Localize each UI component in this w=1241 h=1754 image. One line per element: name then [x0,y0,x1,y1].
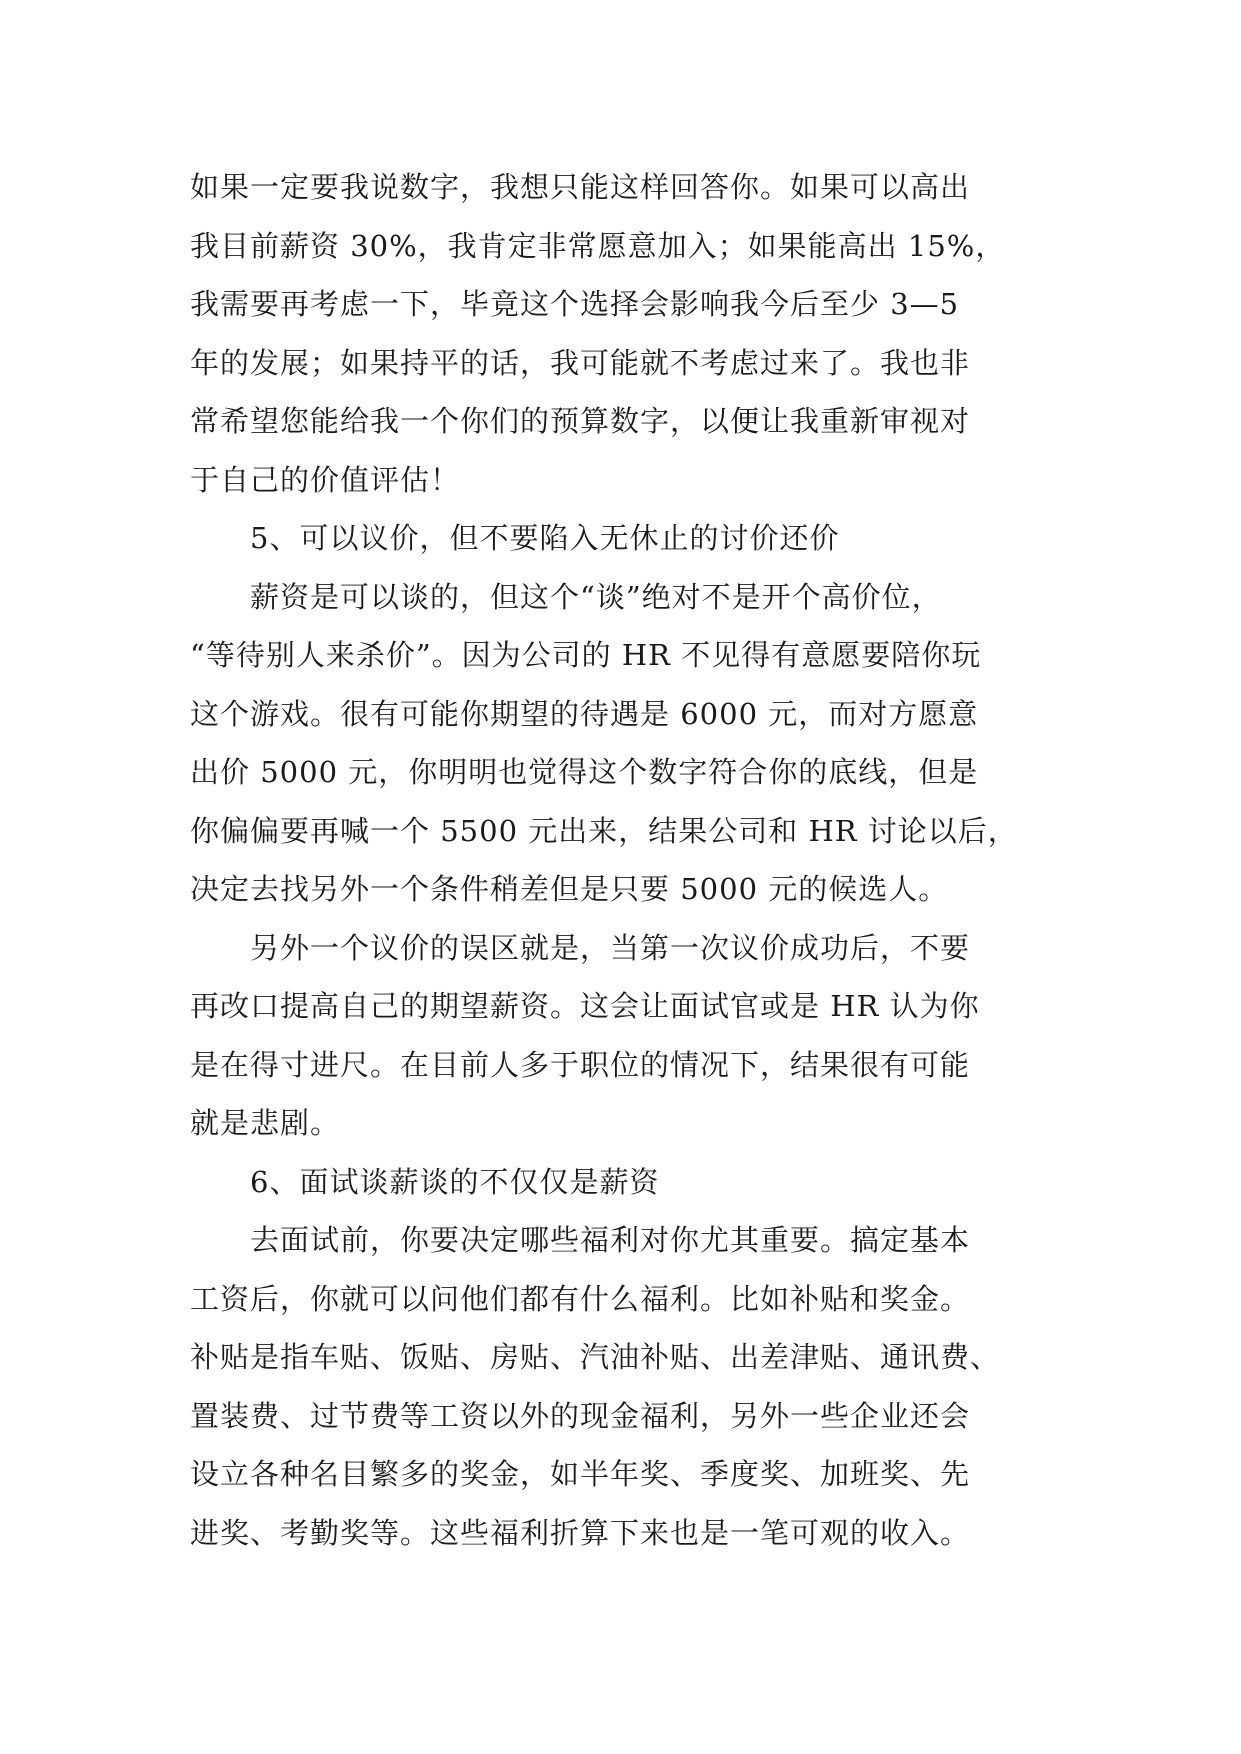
text-line: 是在得寸进尺。在目前人多于职位的情况下，结果很有可能 [190,1047,971,1082]
text-line: 工资后，你就可以问他们都有什么福利。比如补贴和奖金。 [190,1281,971,1316]
text-line: 再改口提高自己的期望薪资。这会让面试官或是 HR 认为你 [190,989,980,1023]
document-body [190,158,1070,1562]
paragraph-start: 薪资是可以谈的，但这个“谈”绝对不是开个高价位， [250,579,942,614]
text-line: 我需要再考虑一下，毕竟这个选择会影响我今后至少 3—5 [190,287,960,321]
section-heading-6: 6、面试谈薪谈的不仅仅是薪资 [250,1164,660,1199]
text-line: 设立各种名目繁多的奖金，如半年奖、季度奖、加班奖、先 [190,1457,971,1491]
paragraph-start: 另外一个议价的误区就是，当第一次议价成功后，不要 [250,930,971,965]
text-line: 出价 5000 元，你明明也觉得这个数字符合你的底线，但是 [190,755,979,789]
text-line: 如果一定要我说数字，我想只能这样回答你。如果可以高出 [190,170,971,204]
text-line: 年的发展；如果持平的话，我可能就不考虑过来了。我也非 [190,345,971,380]
text-line: 补贴是指车贴、饭贴、房贴、汽油补贴、出差津贴、通讯费、 [190,1340,1001,1374]
text-line: 置装费、过节费等工资以外的现金福利，另外一些企业还会 [190,1398,971,1433]
paragraph-start: 去面试前，你要决定哪些福利对你尤其重要。搞定基本 [250,1223,971,1257]
text-line: 就是悲剧。 [190,1106,341,1140]
text-line: 我目前薪资 30%，我肯定非常愿意加入；如果能高出 15%， [190,228,1006,263]
text-line: 你偏偏要再喊一个 5500 元出来，结果公司和 HR 讨论以后， [190,813,1018,848]
text-line: 决定去找另外一个条件稍差但是只要 5000 元的候选人。 [190,872,949,906]
text-line: 这个游戏。很有可能你期望的待遇是 6000 元，而对方愿意 [190,696,979,731]
text-line: “等待别人来杀价”。因为公司的 HR 不见得有意愿要陪你玩 [190,638,982,672]
text-line: 于自己的价值评估！ [190,462,461,497]
section-heading-5: 5、可以议价，但不要陷入无休止的讨价还价 [250,521,840,555]
text-line: 进奖、考勤奖等。这些福利折算下来也是一笔可观的收入。 [190,1515,971,1550]
text-line: 常希望您能给我一个你们的预算数字，以便让我重新审视对 [190,404,971,438]
